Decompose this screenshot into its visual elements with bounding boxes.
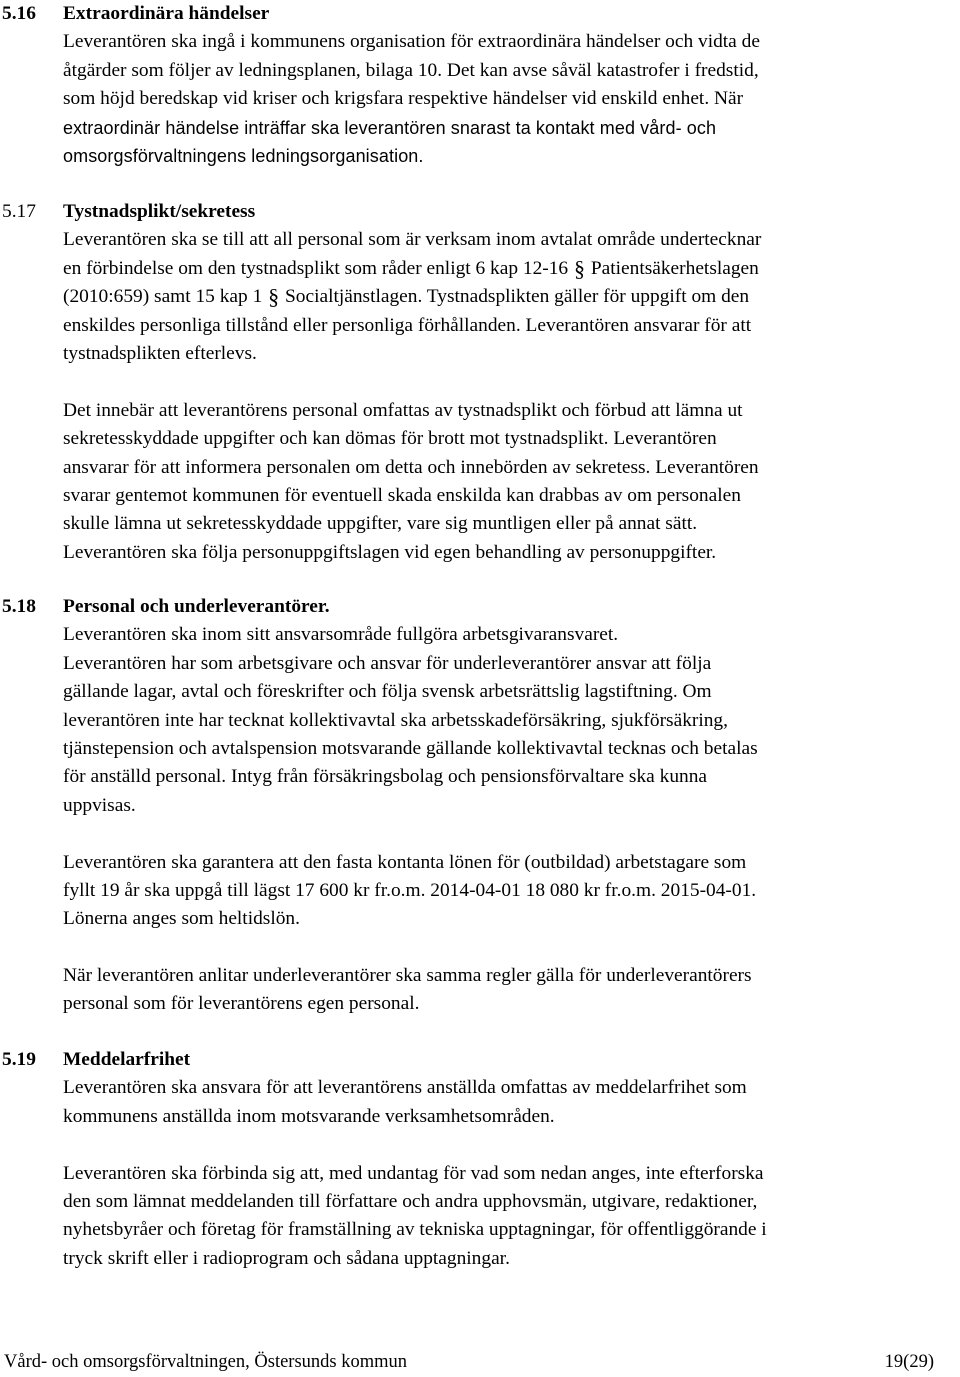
text-line — [63, 283, 960, 311]
section-5-18 — [0, 593, 960, 1019]
text-segment: Socialtjänstlagen. Tystnadsplikten gäller för uppgift om den — [284, 286, 750, 308]
section-5-17 — [0, 198, 960, 567]
footer-organization: Vård- och omsorgsförvaltningen, Östersunds kommun — [4, 1352, 408, 1372]
page-number: 19(29) — [884, 1352, 934, 1372]
text-segment: en förbindelse om den tystnadsplikt som råder enligt 6 kap 12-16 — [63, 257, 569, 279]
text-line: åtgärder som följer av ledningsplanen, bilaga 10. Det kan avse såväl katastrofer i fredstid, — [63, 59, 759, 81]
section-sign-icon: § — [268, 284, 280, 310]
text-line: extraordinär händelse inträffar ska leverantören snarast ta kontakt med vård- och — [63, 117, 717, 138]
text-line: Leverantören ska följa personuppgiftslagen vid egen behandling av personuppgifter. — [63, 541, 717, 563]
text-line — [63, 255, 960, 283]
text-line: tystnadsplikten efterlevs. — [63, 342, 257, 364]
text-line: uppvisas. — [63, 794, 136, 816]
text-line: personal som för leverantörens egen personal. — [63, 993, 420, 1015]
section-number: 5.16 — [2, 3, 36, 24]
text-line: Det innebär att leverantörens personal omfattas av tystnadsplikt och förbud att lämna ut — [63, 399, 743, 421]
text-line: för anställd personal. Intyg från försäkringsbolag och pensionsförvaltare ska kunna — [63, 766, 708, 788]
text-line: Leverantören ska ingå i kommunens organisation för extraordinära händelser och vidta de — [63, 31, 760, 53]
text-line: Leverantören ska se till att all personal som är verksam inom avtalat område undertecknar — [63, 229, 762, 251]
page-footer — [0, 1350, 960, 1374]
text-line: Leverantören ska förbinda sig att, med undantag för vad som nedan anges, inte efterforska — [63, 1162, 764, 1184]
text-line: tjänstepension och avtalspension motsvarande gällande kollektivavtal tecknas och betalas — [63, 737, 758, 759]
section-number: 5.19 — [2, 1049, 36, 1070]
text-line: tryck skrift eller i radioprogram och sådana upptagningar. — [63, 1247, 510, 1269]
section-sign-icon: § — [574, 255, 585, 281]
text-line: Lönerna anges som heltidslön. — [63, 908, 300, 930]
text-line: Leverantören ska ansvara för att leverantörens anställda omfattas av meddelarfrihet som — [63, 1077, 747, 1099]
text-line: gällande lagar, avtal och föreskrifter och följa svensk arbetsrättslig lagstiftning. Om — [63, 681, 712, 703]
text-line: omsorgsförvaltningens ledningsorganisation. — [63, 145, 424, 166]
section-5-16 — [0, 0, 960, 170]
section-heading — [0, 198, 960, 226]
section-title: Tystnadsplikt/sekretess — [63, 201, 256, 222]
text-line: ansvarar för att informera personalen om detta och innebörden av sekretess. Leverantören — [63, 456, 759, 478]
text-segment: (2010:659) samt 15 kap 1 — [63, 286, 263, 308]
section-heading — [0, 593, 960, 621]
text-line: fyllt 19 år ska uppgå till lägst 17 600 kr fr.o.m. 2014-04-01 18 080 kr fr.o.m. 2015-04-01. — [63, 879, 757, 901]
text-line: nyhetsbyråer och företag för framställning av tekniska upptagningar, för offentliggörande i — [63, 1219, 767, 1241]
section-heading — [0, 1046, 960, 1074]
text-line: När leverantören anlitar underleverantörer ska samma regler gälla för underleverantörers — [63, 965, 752, 987]
section-number: 5.18 — [2, 596, 36, 617]
text-line: enskildes personliga tillstånd eller personliga förhållanden. Leverantören ansvarar för att — [63, 314, 752, 336]
section-title: Extraordinära händelser — [63, 3, 270, 24]
section-heading — [0, 0, 960, 28]
section-title: Personal och underleverantörer. — [63, 596, 330, 617]
text-line: svarar gentemot kommunen för eventuell skada enskilda kan drabbas av om personalen — [63, 484, 741, 506]
text-line: Leverantören ska garantera att den fasta kontanta lönen för (outbildad) arbetstagare som — [63, 851, 747, 873]
text-line: Leverantören ska inom sitt ansvarsområde fullgöra arbetsgivaransvaret. — [63, 624, 619, 646]
text-segment: Patientsäkerhetslagen — [590, 257, 759, 279]
text-line: skulle lämna ut sekretesskyddade uppgifter, vare sig muntligen eller på annat sätt. — [63, 513, 698, 535]
text-line: leverantören inte har tecknat kollektivavtal ska arbetsskadeförsäkring, sjukförsäkring, — [63, 709, 728, 731]
section-number: 5.17 — [2, 201, 36, 222]
text-line: sekretesskyddade uppgifter och kan dömas för brott mot tystnadsplikt. Leverantören — [63, 428, 717, 450]
text-line: som höjd beredskap vid kriser och krigsfara respektive händelser vid enskild enhet. När — [63, 88, 744, 110]
section-title: Meddelarfrihet — [63, 1049, 191, 1070]
text-line: den som lämnat meddelanden till författare och andra upphovsmän, utgivare, redaktioner, — [63, 1190, 758, 1212]
text-line: Leverantören har som arbetsgivare och ansvar för underleverantörer ansvar att följa — [63, 652, 712, 674]
section-5-19 — [0, 1046, 960, 1273]
text-line: kommunens anställda inom motsvarande verksamhetsområden. — [63, 1105, 555, 1127]
